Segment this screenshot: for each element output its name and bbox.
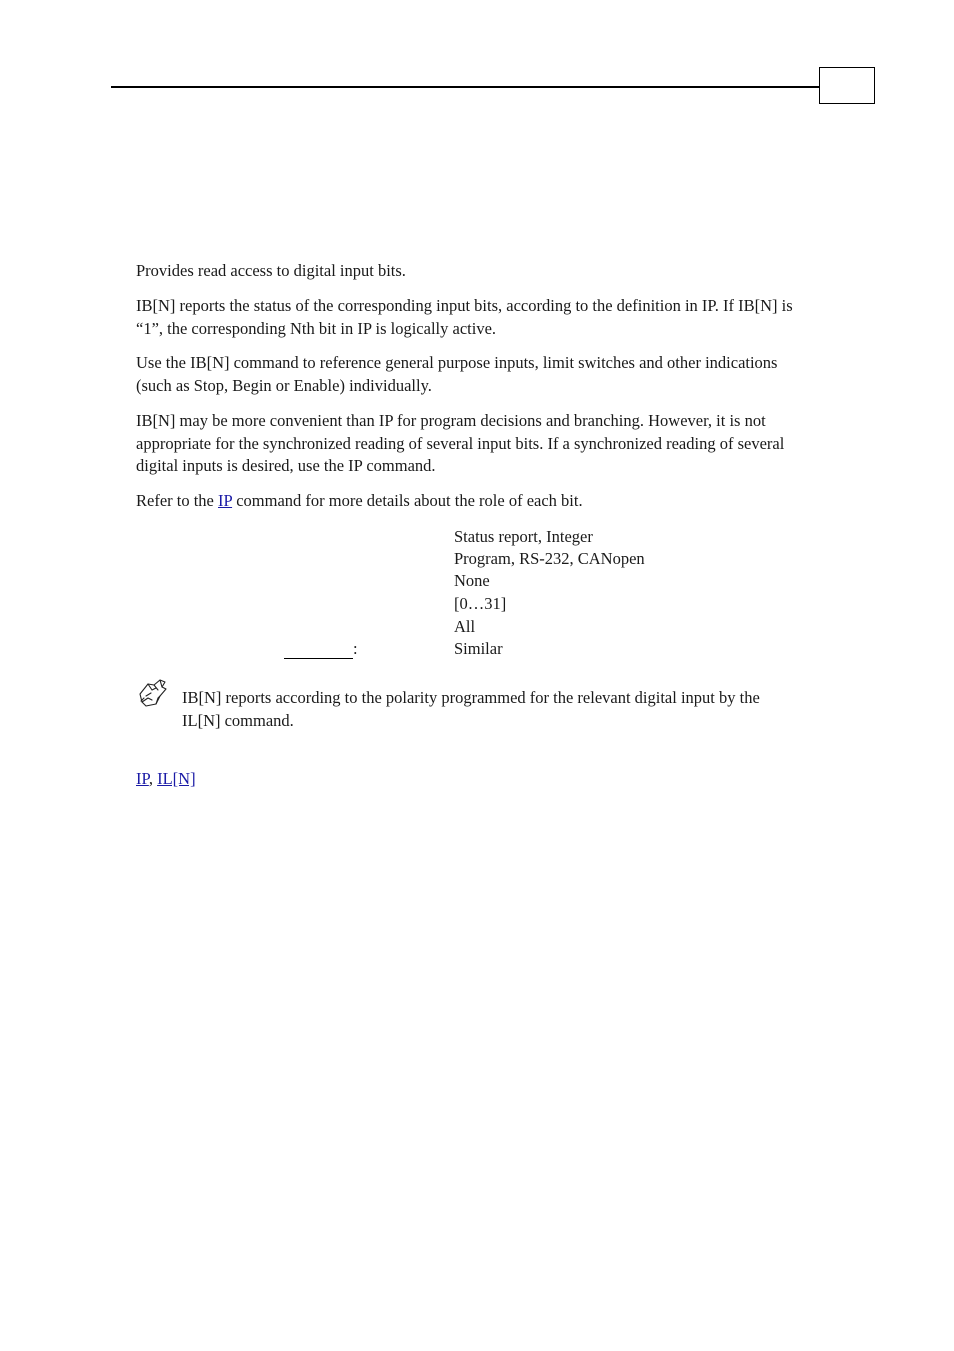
header-rule <box>111 86 819 88</box>
refer-text-before: Refer to the <box>136 491 219 510</box>
page-number-box <box>819 67 875 104</box>
ip-command-link[interactable]: IP <box>218 491 233 510</box>
description-paragraph-3: Use the IB[N] command to reference general purpose inputs, limit switches and other indications (such as Stop, Begin or Enable) individually. <box>136 353 778 395</box>
attribute-source-value: Program, RS-232, CANopen <box>454 549 645 568</box>
see-also-separator: , <box>148 769 158 788</box>
attribute-applies-value: All <box>454 617 476 636</box>
note-text: IB[N] reports according to the polarity programmed for the relevant digital input by the IL[N] command. <box>182 688 760 730</box>
see-also-il-link[interactable]: IL[N] <box>157 769 196 788</box>
description-paragraph-4: IB[N] may be more convenient than IP for program decisions and branching. However, it is not appropriate for the synchronized reading of several input bits. If a synchronized reading of several digital inputs is desired, use the IP command. <box>136 411 785 475</box>
description-paragraph-5 <box>136 490 806 513</box>
refer-text-after: command for more details about the role of each bit. <box>232 491 583 510</box>
attribute-compatibility-value: Similar <box>454 639 503 658</box>
attribute-colon: : <box>353 639 358 658</box>
description-paragraph-2: IB[N] reports the status of the corresponding input bits, according to the definition in IP. If IB[N] is “1”, the corresponding Nth bit in IP is logically active. <box>136 296 793 338</box>
attribute-range-value: [0…31] <box>454 594 507 613</box>
see-also-ip-link[interactable]: IP <box>136 769 149 788</box>
see-also-links <box>136 768 196 790</box>
attribute-label-underline <box>284 658 353 659</box>
description-paragraph-1: Provides read access to digital input bits. <box>136 261 406 280</box>
note-hand-icon <box>138 676 168 708</box>
attribute-restrictions-value: None <box>454 571 490 590</box>
attribute-type-value: Status report, Integer <box>454 527 593 546</box>
